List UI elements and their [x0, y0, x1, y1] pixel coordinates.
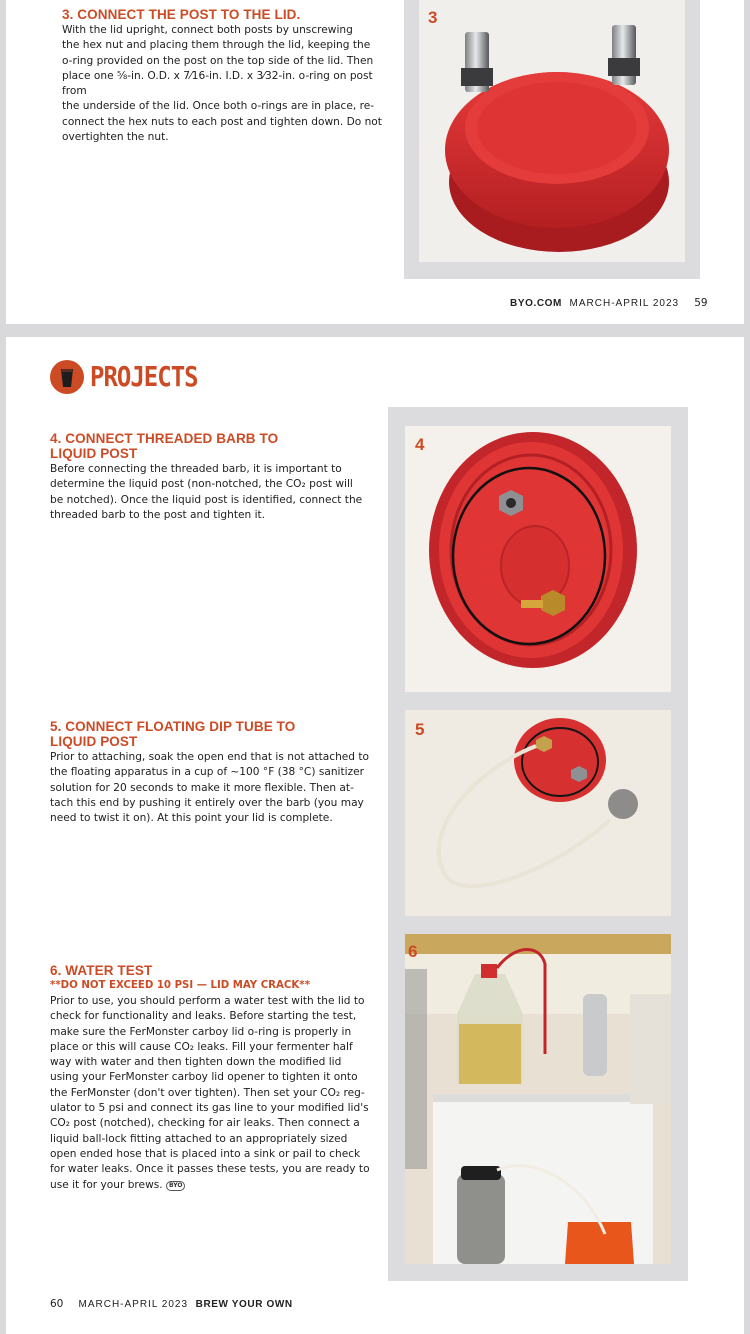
step-6-line: for water leaks. Once it passes these tests, you are ready to — [50, 1163, 370, 1176]
step-5-title-line: LIQUID POST — [50, 734, 138, 749]
photo-3-number: 3 — [428, 8, 438, 27]
step-5-body — [50, 750, 380, 826]
photo-3-lid-with-posts — [419, 0, 685, 262]
step-4-title-line: LIQUID POST — [50, 446, 138, 461]
magazine-page-60 — [6, 337, 744, 1334]
step-5-line: need to twist it on). At this point your lid is complete. — [50, 812, 333, 825]
step-5-title-line: 5. CONNECT FLOATING DIP TUBE TO — [50, 719, 296, 734]
step-5-line: the floating apparatus in a cup of ~100 °F (38 °C) sanitizer — [50, 766, 365, 779]
step-6-block — [50, 963, 380, 1193]
step-5-line: Prior to attaching, soak the open end that is not attached to — [50, 751, 370, 763]
step-4-block — [50, 431, 380, 523]
folio-page-number: 60 — [50, 1298, 64, 1310]
step-6-line: place or this will cause CO₂ leaks. Fill your fermenter half — [50, 1040, 353, 1053]
step-3-body — [62, 23, 392, 145]
step-5-line: solution for 20 seconds to make it more flexible. Then at- — [50, 781, 354, 794]
step-6-body — [50, 994, 380, 1193]
folio-issue: MARCH-APRIL 2023 — [569, 298, 680, 309]
step-6-line: way with water and then tighten down the modified lid — [50, 1056, 342, 1069]
step-6-line: check for functionality and leaks. Before starting the test, — [50, 1010, 357, 1023]
step-3-title: 3. CONNECT THE POST TO THE LID. — [62, 7, 301, 22]
folio-magazine: BREW YOUR OWN — [195, 1299, 293, 1310]
folio-issue: MARCH-APRIL 2023 — [78, 1299, 189, 1310]
photo-4-lid-underside — [405, 426, 671, 692]
step-3-line: place one ⅝-in. O.D. x 7⁄16-in. I.D. x 3⁄32-in. o-ring on post from — [62, 69, 373, 98]
step-4-title — [50, 431, 380, 461]
photo-5-number: 5 — [415, 720, 425, 739]
step-4-line: determine the liquid post (non-notched, the CO₂ post will — [50, 478, 353, 491]
section-header — [50, 360, 198, 394]
step-6-line: open ended hose that is placed into a sink or pail to check — [50, 1147, 361, 1160]
pint-glass-icon — [50, 360, 84, 394]
step-6-line: using your FerMonster carboy lid opener to tighten it onto — [50, 1071, 358, 1084]
step-6-line: use it for your brews. — [50, 1178, 163, 1191]
step-5-block — [50, 719, 380, 826]
step-5-title — [50, 719, 380, 749]
photo-4-number: 4 — [415, 435, 425, 454]
step-4-line: be notched). Once the liquid post is identified, connect the — [50, 493, 363, 506]
photo-3-frame — [404, 0, 700, 279]
photo-5-dip-tube — [405, 710, 671, 916]
step-6-line: Prior to use, you should perform a water test with the lid to — [50, 995, 365, 1007]
step-3-line: the hex nut and placing them through the lid, keeping the — [62, 39, 371, 52]
photo-6-number: 6 — [408, 942, 418, 961]
step-6-line: the FerMonster (don't over tighten). Then set your CO₂ reg- — [50, 1086, 365, 1099]
step-5-line: tach this end by pushing it entirely over the barb (you may — [50, 796, 364, 809]
folio-page-60 — [50, 1298, 293, 1310]
step-4-line: Before connecting the threaded barb, it is important to — [50, 463, 342, 475]
folio-page-59 — [510, 297, 708, 309]
step-3-line: connect the hex nuts to each post and tighten down. Do not — [62, 115, 382, 128]
step-4-title-line: 4. CONNECT THREADED BARB TO — [50, 431, 279, 446]
byo-end-mark-icon: BYO — [166, 1181, 185, 1191]
step-3-block — [62, 7, 392, 145]
step-6-warning: **DO NOT EXCEED 10 PSI — LID MAY CRACK** — [50, 980, 310, 991]
step-6-line-last — [50, 1178, 380, 1193]
step-6-line: liquid ball-lock fitting attached to an appropriately sized — [50, 1132, 348, 1145]
step-6-line: ulator to 5 psi and connect its gas line to your modified lid's — [50, 1102, 369, 1115]
step-6-title: 6. WATER TEST — [50, 963, 153, 978]
step-6-line: make sure the FerMonster carboy lid o-ring is properly in — [50, 1025, 352, 1038]
folio-page-number: 59 — [694, 297, 708, 309]
step-3-line: With the lid upright, connect both posts by unscrewing — [62, 24, 353, 36]
section-label: PROJECTS — [90, 360, 198, 394]
step-4-line: threaded barb to the post and tighten it. — [50, 508, 266, 521]
step-3-line: the underside of the lid. Once both o-rings are in place, re- — [62, 100, 375, 113]
step-6-line: CO₂ post (notched), checking for air leaks. Then connect a — [50, 1117, 360, 1130]
photos-frame — [388, 407, 688, 1281]
magazine-page-59 — [6, 0, 744, 324]
photo-6-water-test-setup — [405, 934, 671, 1264]
step-3-line: overtighten the nut. — [62, 131, 169, 144]
step-4-body — [50, 462, 380, 523]
folio-site: BYO.COM — [510, 298, 562, 309]
step-3-line: o-ring provided on the post on the top side of the lid. Then — [62, 54, 374, 67]
